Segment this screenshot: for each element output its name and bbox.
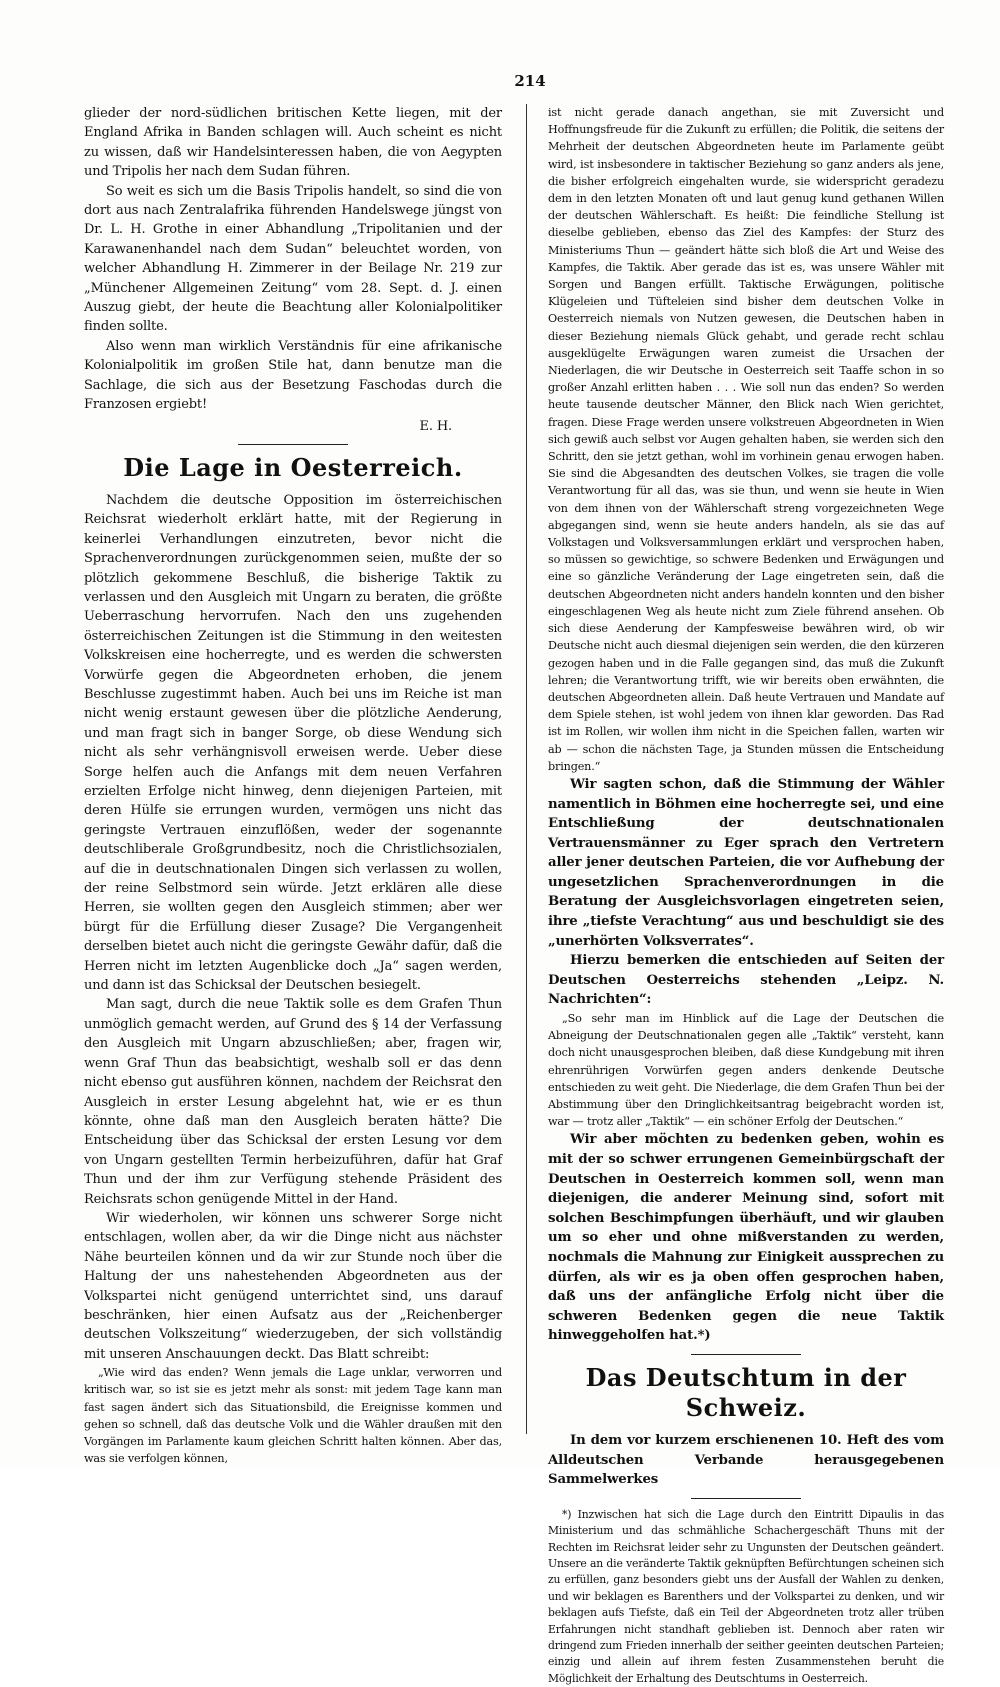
quoted-article-continued bbox=[548, 104, 944, 775]
page-number: 214 bbox=[514, 72, 546, 90]
commentary-paragraph: Wir sagten schon, daß die Stimmung der Wähler namentlich in Böhmen eine hocherregte sei, und eine Entschließung der deutschnationalen Vertrauensmänner zu Eger sprach den Vertretern aller jener deutschen Parteien, die vor Aufhebung der ungesetzlichen Sprachenverordnungen in die Beratung der Ausgleichsvorlagen eingetreten seien, ihre „tiefste Verachtung“ aus und beschuldigt sie des „unerhörten Volksverrates“. bbox=[548, 776, 944, 949]
section-divider bbox=[691, 1354, 801, 1355]
column-rule bbox=[526, 104, 527, 1434]
quote-paragraph: „So sehr man im Hinblick auf die Lage der Deutschen die Abneigung der Deutschnationalen gegen alle „Taktik“ versteht, kann doch nicht unausgesprochen bleiben, daß diese Kundgebung mit ihren ehrenrührigen Vorwürfen gegen anders denkende Deutsche entschieden zu weit geht. Die Niederlage, die dem Grafen Thun bei der Abstimmung über den Dringlichkeitsantrag beigebracht worden ist, war — trotz aller „Taktik“ — ein schöner Erfolg der Deutschen.“ bbox=[548, 1012, 945, 1129]
section-heading-oesterreich: Die Lage in Oesterreich. bbox=[123, 452, 463, 482]
schweiz-article bbox=[548, 1431, 944, 1490]
commentary-paragraph: Wir aber möchten zu bedenken geben, wohin es mit der so schwer errungenen Gemeinbürgschaft der Deutschen in Oesterreich kommen soll, wenn man diejenigen, die anderer Meinung sind, sofort mit solchen Beschimpfungen überhäuft, und wir glauben um so eher und ohne mißverstanden zu werden, nochmals die Mahnung zur Einigkeit aussprechen zu dürfen, als wir es ja oben offen gesprochen haben, daß uns der anfängliche Erfolg nicht über die schweren Bedenken gegen die neue Taktik hinweggeholfen hat.*) bbox=[548, 1132, 944, 1344]
commentary-paragraph: Hierzu bemerken die entschieden auf Seiten der Deutschen Oesterreichs stehenden „Leipz. N. Nachrichten“: bbox=[548, 953, 944, 1008]
intro-paragraph: Also wenn man wirklich Verständnis für eine afrikanische Kolonialpolitik im großen Stile hat, dann benutze man die Sachlage, die sich aus der Besetzung Faschodas durch die Franzosen ergiebt! bbox=[84, 338, 502, 413]
quoted-article bbox=[84, 1364, 502, 1467]
intro-paragraph: So weit es sich um die Basis Tripolis handelt, so sind die von dort aus nach Zentralafrika führenden Handelswege jüngst von Dr. L. H. Grothe in einer Abhandlung „Tripolitanien und der Karawanenhandel nach dem Sudan“ beleuchtet worden, von welcher Abhandlung H. Zimmerer in der Beilage Nr. 219 zur „Münchener Allgemeinen Zeitung“ vom 28. Sept. d. J. einen Auszug giebt, der heute die Beachtung aller Kolonialpolitiker finden sollte. bbox=[84, 183, 502, 335]
commentary bbox=[548, 775, 944, 1010]
right-column bbox=[548, 104, 944, 1687]
author-signature: E. H. bbox=[419, 418, 452, 434]
section-heading-schweiz: Das Deutschtum in der Schweiz. bbox=[585, 1363, 907, 1422]
article-paragraph: Nachdem die deutsche Opposition im österreichischen Reichsrat wiederholt erklärt hatte, mit der Regierung in keinerlei Verhandlungen einzutreten, bevor nicht die Sprachenverordnungen zurückgenommen seien, mußte der so plötzlich gekommene Beschluß, die bisherige Taktik zu verlassen und den Ausgleich mit Ungarn zu beraten, die größte Ueberraschung hervorrufen. Nach den uns zugehenden österreichischen Zeitungen ist die Stimmung in den weitesten Volkskreisen eine hocherregte, und es werden die schwersten Vorwürfe gegen die Abgeordneten erhoben, die jenem Beschlusse zugestimmt haben. Auch bei uns im Reiche ist man nicht wenig erstaunt gewesen über die plötzliche Aenderung, und man fragt sich in banger Sorge, ob diese Wendung sich nicht als sehr verhängnisvoll erweisen werde. Ueber diese Sorge helfen auch die Anfangs mit dem neuen Verfahren erzielten Erfolge nicht hinweg, denn diejenigen Parteien, mit deren Hülfe sie errungen wurden, vermögen uns nicht das geringste Vertrauen einzuflößen, weder der sogenannte deutschliberale Großgrundbesitz, noch die Christlichsozialen, auf die in deutschnationalen Dingen sich verlassen zu wollen, der reine Selbstmord sein würde. Jetzt erklären alle diese Herren, sie wollten gegen den Ausgleich stimmen; aber wer bürgt für die Erfüllung dieser Zusage? Die Vergangenheit derselben bietet auch nicht die geringste Gewähr dafür, daß die Herren nicht im letzten Augenblicke doch „Ja“ sagen werden, und dann ist das Schicksal der Deutschen besiegelt. bbox=[84, 492, 502, 994]
footnote bbox=[548, 1507, 944, 1687]
article-paragraph: Man sagt, durch die neue Taktik solle es dem Grafen Thun unmöglich gemacht werden, auf Grund des § 14 der Verfassung den Ausgleich mit Ungarn abzuschließen; aber, fragen wir, wenn Graf Thun das beabsichtigt, weshalb soll er das denn nicht ebenso gut ausführen können, nachdem der Reichsrat den Ausgleich in erster Lesung abgelehnt hat, wie er es thun könnte, ohne daß man den Ausgleich beraten hätte? Die Entscheidung über das Schicksal der ersten Lesung vor dem von Ungarn gestellten Termin herbeizuführen, dafür hat Graf Thun und der ihm zur Verfügung stehende Präsident des Reichsrats schon genügende Mittel in der Hand. bbox=[84, 997, 502, 1207]
section-divider bbox=[238, 444, 348, 445]
quote-paragraph: „Wie wird das enden? Wenn jemals die Lage unklar, verworren und kritisch war, so ist sie es jetzt mehr als sonst: mit jedem Tage kann man fast sagen ändert sich das Situationsbild, die Ereignisse kommen und gehen so schnell, daß das deutsche Volk und die Wähler draußen mit den Vorgängen im Parlamente kaum gleichen Schritt halten können. Aber das, was sie verfolgen können, bbox=[84, 1366, 502, 1466]
article-paragraph: In dem vor kurzem erschienenen 10. Heft des vom Alldeutschen Verbande herausgegebenen Sammelwerkes bbox=[548, 1433, 944, 1488]
leipzig-quote bbox=[548, 1010, 944, 1130]
quote-paragraph: ist nicht gerade danach angethan, sie mit Zuversicht und Hoffnungsfreude für die Zukunft zu erfüllen; die Politik, die seitens der Mehrheit der deutschen Abgeordneten heute im Parlamente geübt wird, ist insbesondere in taktischer Beziehung so ganz anders als jene, die bisher erfolgreich eingehalten wurde, sie widerspricht geradezu dem in den letzten Monaten oft und laut genug kund gethanen Willen der deutschen Wählerschaft. Es heißt: Die feindliche Stellung ist dieselbe geblieben, ebenso das Ziel des Kampfes: der Sturz des Ministeriums Thun — geändert hätte sich bloß die Art und Weise des Kampfes, die Taktik. Aber gerade das ist es, was unsere Wähler mit Sorgen und Bangen erfüllt. Taktische Erwägungen, politische Klügeleien und Tüfteleien sind bisher dem deutschen Volke in Oesterreich niemals von Nutzen gewesen, die Deutschen haben in dieser Beziehung niemals Glück gehabt, und gerade recht schlau ausgeklügelte Erwägungen waren zumeist die Ursachen der Niederlagen, die wir Deutsche in Oesterreich seit Taaffe schon in so großer Anzahl erlitten haben . . . Wie soll nun das enden? So werden heute tausende deutscher Männer, den Blick nach Wien gerichtet, fragen. Diese Frage werden unsere volkstreuen Abgeordneten in Wien sich gewiß auch selbst vor Augen gehalten haben, sie werden sich den Schritt, den sie jetzt gethan, wohl im vorhinein genau erwogen haben. Sie sind die Abgesandten des deutschen Volkes, sie tragen die volle Verantwortung für all das, was sie thun, und wenn sie heute in Wien von dem ihnen von der Wählerschaft streng vorgezeichneten Wege abgegangen sind, wenn sie heute anders handeln, als sie das auf Volkstagen und Volksversammlungen erklärt und versprochen haben, so müssen so gewichtige, so schwere Bedenken und Erwägungen und eine so gänzliche Veränderung der Lage eingetreten sein, daß die deutschen Abgeordneten nicht anders handeln konnten und den bisher eingeschlagenen Weg als heute nicht zum Ziele führend ansehen. Ob sich diese Aenderung der Kampfesweise bewähren wird, ob wir Deutsche nicht auch diesmal diejenigen sein werden, die den kürzeren gezogen haben und in die Falle gegangen sind, das muß die Zukunft lehren; die Verantwortung trifft, wie wir bereits oben erwähnten, die deutschen Abgeordneten allein. Daß heute Vertrauen und Mandate auf dem Spiele stehen, ist wohl jedem von ihnen klar geworden. Das Rad ist im Rollen, wir wollen ihm nicht in die Speichen fallen, warten wir ab — schon die nächsten Tage, ja Stunden müssen die Entscheidung bringen.“ bbox=[548, 106, 944, 773]
closing-commentary bbox=[548, 1130, 944, 1346]
article-paragraph: Wir wiederholen, wir können uns schwerer Sorge nicht entschlagen, wollen aber, da wir die Dinge nicht aus nächster Nähe beurteilen können und da wir zur Stunde noch über die Haltung der uns nahestehenden Abgeordneten aus der Volkspartei nicht genügend unterrichtet sind, uns darauf beschränken, hier einen Aufsatz aus der „Reichenberger deutschen Volkszeitung“ wiederzugeben, der sich vollständig mit unseren Anschauungen deckt. Das Blatt schreibt: bbox=[84, 1210, 502, 1362]
left-column bbox=[84, 104, 502, 1467]
footnote-text: *) Inzwischen hat sich die Lage durch den Eintritt Dipaulis in das Ministerium und das schmähliche Schachergeschäft Thuns mit der Rechten im Reichsrat leider sehr zu Ungunsten der Deutschen geändert. Unsere an die veränderte Taktik geknüpften Befürchtungen scheinen sich zu erfüllen, ganz besonders giebt uns der Ausfall der Wahlen zu denken, und wir beklagen es Barenthers und der Volkspartei zu denken, und wir beklagen aufs Tiefste, daß ein Teil der Abgeordneten trotz aller trüben Erfahrungen nicht standhaft geblieben ist. Dennoch aber raten wir dringend zum Frieden innerhalb der seither geeinten deutschen Parteien; einzig und allein auf ihrem festen Zusammenstehen beruht die Möglichkeit der Erhaltung des Deutschtums in Oesterreich. bbox=[548, 1507, 944, 1685]
footnote-divider bbox=[691, 1498, 801, 1499]
intro-paragraph: glieder der nord-südlichen britischen Kette liegen, mit der England Afrika in Banden schlagen will. Auch scheint es nicht zu wissen, daß wir Handelsinteressen haben, die von Aegypten und Tripolis her nach dem Sudan führen. bbox=[84, 106, 502, 180]
